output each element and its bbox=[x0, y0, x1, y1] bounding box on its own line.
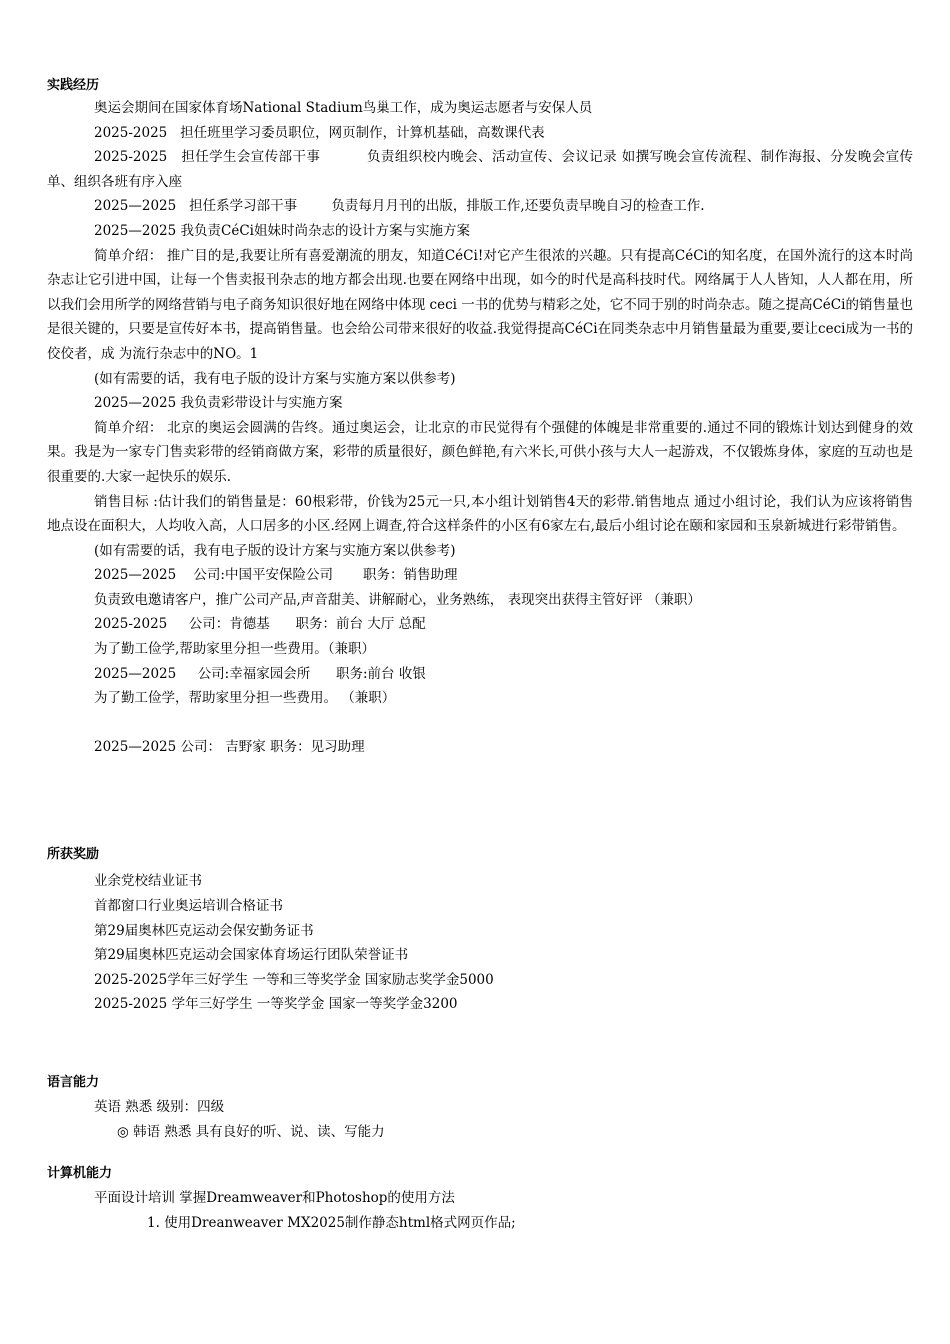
section-heading-computer: 计算机能力 bbox=[47, 1166, 113, 1182]
award-item: 第29届奥林匹克运动会国家体育场运行团队荣誉证书 bbox=[94, 947, 409, 964]
section-heading-language: 语言能力 bbox=[47, 1075, 100, 1090]
section-heading-awards: 所获奖励 bbox=[47, 847, 100, 863]
award-item: 2025-2025 学年三好学生 一等奖学金 国家一等奖学金3200 bbox=[94, 996, 458, 1013]
award-item: 第29届奥林匹克运动会保安勤务证书 bbox=[94, 922, 314, 939]
practice-line: 负责致电邀请客户，推广公司产品,声音甜美、讲解耐心，业务熟练， 表现突出获得主管好评 （兼职） bbox=[94, 591, 701, 608]
language-item: 英语 熟悉 级别：四级 bbox=[94, 1099, 225, 1115]
project-description: 简单介绍： 推广目的是,我要让所有喜爱潮流的朋友，知道CéCi!对它产生很浓的兴趣。只有提高CéCi的知名度，在国外流行的这本时尚杂志让它引进中国，让每一个售卖报刊杂志的地方都会出现.也要在网络中出现，如今的时代是高科技时代。网络属于人人皆知，人人都在用，所以我们会用所学的网络营销与电子商务知识很好地在网络中体现 ceci 一书的优势与精彩之处，它不同于别的时尚杂志。随之提高CéCi的销售量也是很关键的，只要是宣传好本书，提高销售量。也会给公司带来很好的收益.我觉得提高CéCi在同类杂志中月销售量最为重要,要让ceci成为一书的佼佼者，成 为流行杂志中的NO。1 bbox=[47, 247, 913, 362]
practice-line: 2025—2025 公司:幸福家园会所 职务:前台 收银 bbox=[94, 665, 426, 682]
practice-line: 2025—2025 我负责CéCi姐妹时尚杂志的设计方案与实施方案 bbox=[94, 222, 470, 239]
award-item: 2025-2025学年三好学生 一等和三等奖学金 国家励志奖学金5000 bbox=[94, 971, 494, 988]
project-description: 销售目标 :估计我们的销售量是：60根彩带，价钱为25元一只,本小组计划销售4天的彩带.销售地点 通过小组讨论，我们认为应该将销售地点设在面积大，人均收入高，人口居多的小区.经网上调查,符合这样条件的小区有6家左右,最后小组讨论在颐和家园和玉泉新城进行彩带销售。 bbox=[47, 493, 913, 535]
project-description: 简单介绍： 北京的奥运会圆满的告终。通过奥运会，让北京的市民觉得有个强健的体魄是非常重要的.通过不同的锻炼计划达到健身的效果。我是为一家专门售卖彩带的经销商做方案，彩带的质量很好，颜色鲜艳,有六米长,可供小孩与大人一起游戏，不仅锻炼身体，家庭的互动也是很重要的.大家一起快乐的娱乐. bbox=[47, 419, 913, 485]
practice-line: 2025—2025 担任系学习部干事 负责每月月刊的出版，排版工作,还要负责早晚自习的检查工作. bbox=[94, 198, 705, 215]
practice-note: (如有需要的话，我有电子版的设计方案与实施方案以供参考) bbox=[94, 370, 456, 387]
practice-line: 2025—2025 公司:中国平安保险公司 职务：销售助理 bbox=[94, 567, 458, 584]
practice-line: 2025—2025 我负责彩带设计与实施方案 bbox=[94, 395, 343, 412]
practice-note: (如有需要的话，我有电子版的设计方案与实施方案以供参考) bbox=[94, 542, 456, 559]
practice-line: 奥运会期间在国家体育场National Stadium鸟巢工作，成为奥运志愿者与安保人员 bbox=[94, 100, 593, 116]
award-item: 首都窗口行业奥运培训合格证书 bbox=[94, 898, 283, 915]
language-item: ◎ 韩语 熟悉 具有良好的听、说、读、写能力 bbox=[117, 1123, 385, 1140]
practice-line: 2025-2025 担任班里学习委员职位，网页制作，计算机基础，高数课代表 bbox=[94, 124, 545, 141]
section-heading-practice: 实践经历 bbox=[47, 78, 100, 93]
practice-line: 2025-2025 担任学生会宣传部干事 负责组织校内晚会、活动宣传、会议记录 如撰写晚会宣传流程、制作海报、分发晚会宣传单、组织各班有序入座 bbox=[47, 149, 914, 190]
practice-line: 2025—2025 公司： 吉野家 职务：见习助理 bbox=[94, 738, 365, 755]
award-item: 业余党校结业证书 bbox=[94, 873, 202, 890]
resume-page bbox=[47, 76, 913, 1235]
practice-line: 2025-2025 公司：肯德基 职务：前台 大厅 总配 bbox=[94, 616, 426, 633]
practice-line: 为了勤工俭学,帮助家里分担一些费用。（兼职） bbox=[94, 641, 376, 658]
computer-item: 1. 使用Dreanweaver MX2025制作静态html格式网页作品; bbox=[147, 1214, 516, 1231]
practice-line: 为了勤工俭学，帮助家里分担一些费用。 （兼职） bbox=[94, 690, 396, 707]
computer-item: 平面设计培训 掌握Dreamweaver和Photoshop的使用方法 bbox=[94, 1190, 455, 1207]
